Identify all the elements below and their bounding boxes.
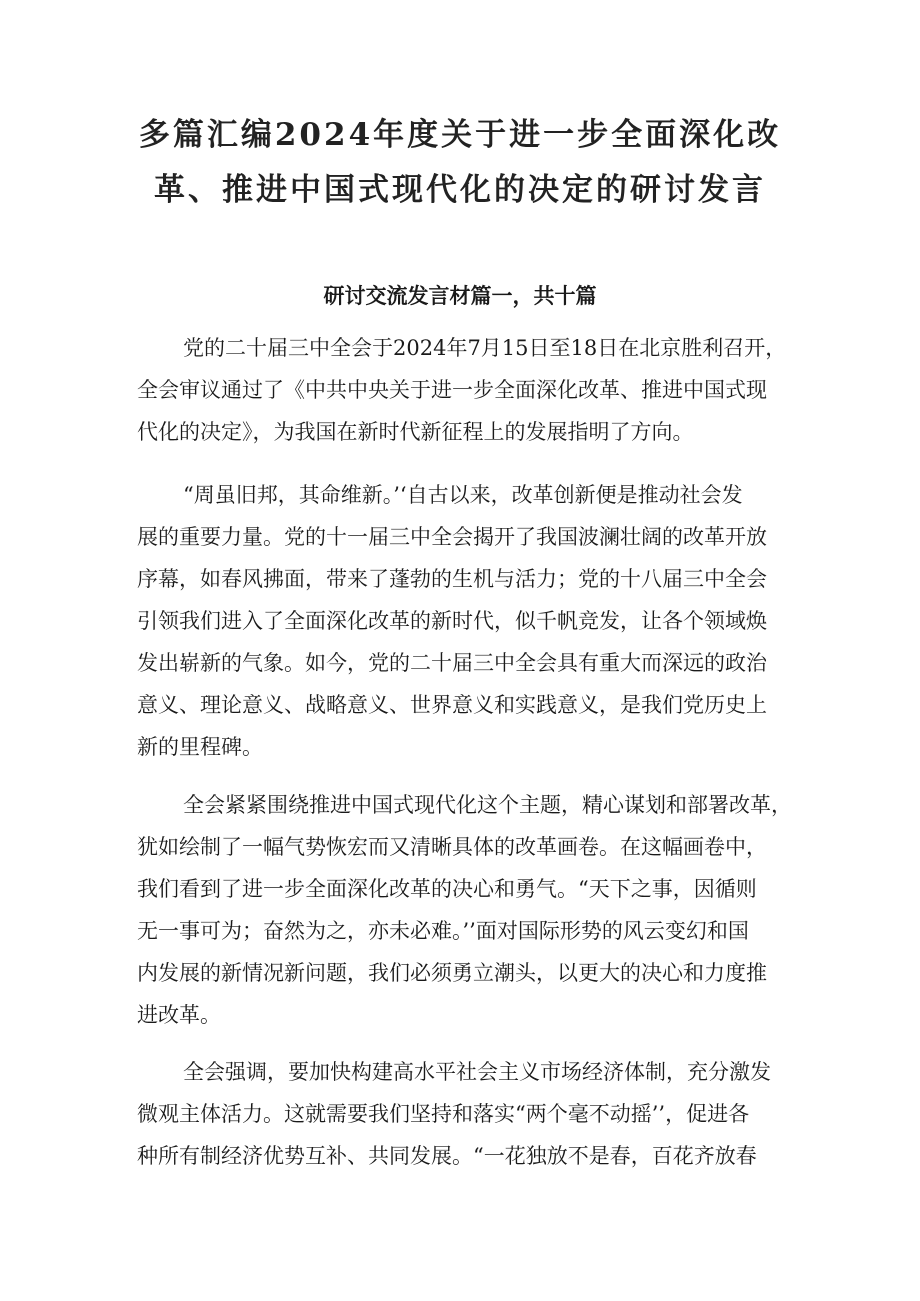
paragraph-line: 我们看到了进一步全面深化改革的决心和勇气。“天下之事，因循则 [137, 877, 757, 901]
paragraph-line: 内发展的新情况新问题，我们必须勇立潮头，以更大的决心和力度推 [137, 961, 767, 985]
document-title-line: 多篇汇编2024年度关于进一步全面深化改 [138, 117, 782, 153]
document-title [130, 108, 790, 218]
paragraph-line: 全会紧紧围绕推进中国式现代化这个主题，精心谋划和部署改革， [183, 793, 792, 817]
paragraph-line: 引领我们进入了全面深化改革的新时代，似千帆竞发，让各个领域焕 [137, 609, 767, 633]
paragraph-line: 全会审议通过了《中共中央关于进一步全面深化改革、推进中国式现 [137, 378, 767, 402]
paragraph-line: 全会强调，要加快构建高水平社会主义市场经济体制，充分激发 [183, 1060, 771, 1084]
paragraph-line: 党的二十届三中全会于2024年7月15日至18日在北京胜利召开， [183, 336, 787, 360]
paragraph-line: 展的重要力量。党的十一届三中全会揭开了我国波澜壮阔的改革开放 [137, 525, 767, 549]
paragraph-line: “周虽旧邦，其命维新。’‘自古以来，改革创新便是推动社会发 [183, 483, 743, 507]
paragraph-4 [137, 1051, 797, 1177]
paragraph-line: 发出崭新的气象。如今，党的二十届三中全会具有重大而深远的政治 [137, 651, 767, 675]
paragraph-line: 种所有制经济优势互补、共同发展。“一花独放不是春，百花齐放春 [137, 1144, 757, 1168]
paragraph-1 [137, 327, 797, 453]
document-title-line: 革、推进中国式现代化的决定的研讨发言 [154, 172, 766, 208]
paragraph-line: 无一事可为；奋然为之，亦未必难。’’面对国际形势的风云变幻和国 [137, 919, 749, 943]
paragraph-2 [137, 474, 797, 768]
paragraph-line: 新的里程碑。 [137, 735, 263, 759]
paragraph-line: 代化的决定》，为我国在新时代新征程上的发展指明了方向。 [137, 420, 694, 444]
paragraph-line: 进改革。 [137, 1003, 221, 1027]
paragraph-line: 意义、理论意义、战略意义、世界意义和实践意义，是我们党历史上 [137, 693, 767, 717]
paragraph-line: 微观主体活力。这就需要我们坚持和落实“两个毫不动摇’’，促进各 [137, 1102, 750, 1126]
paragraph-line: 序幕，如春风拂面，带来了蓬勃的生机与活力；党的十八届三中全会 [137, 567, 767, 591]
section-heading: 研讨交流发言材篇一，共十篇 [323, 284, 597, 308]
paragraph-line: 犹如绘制了一幅气势恢宏而又清晰具体的改革画卷。在这幅画卷中， [137, 835, 767, 859]
paragraph-3 [137, 784, 797, 1036]
